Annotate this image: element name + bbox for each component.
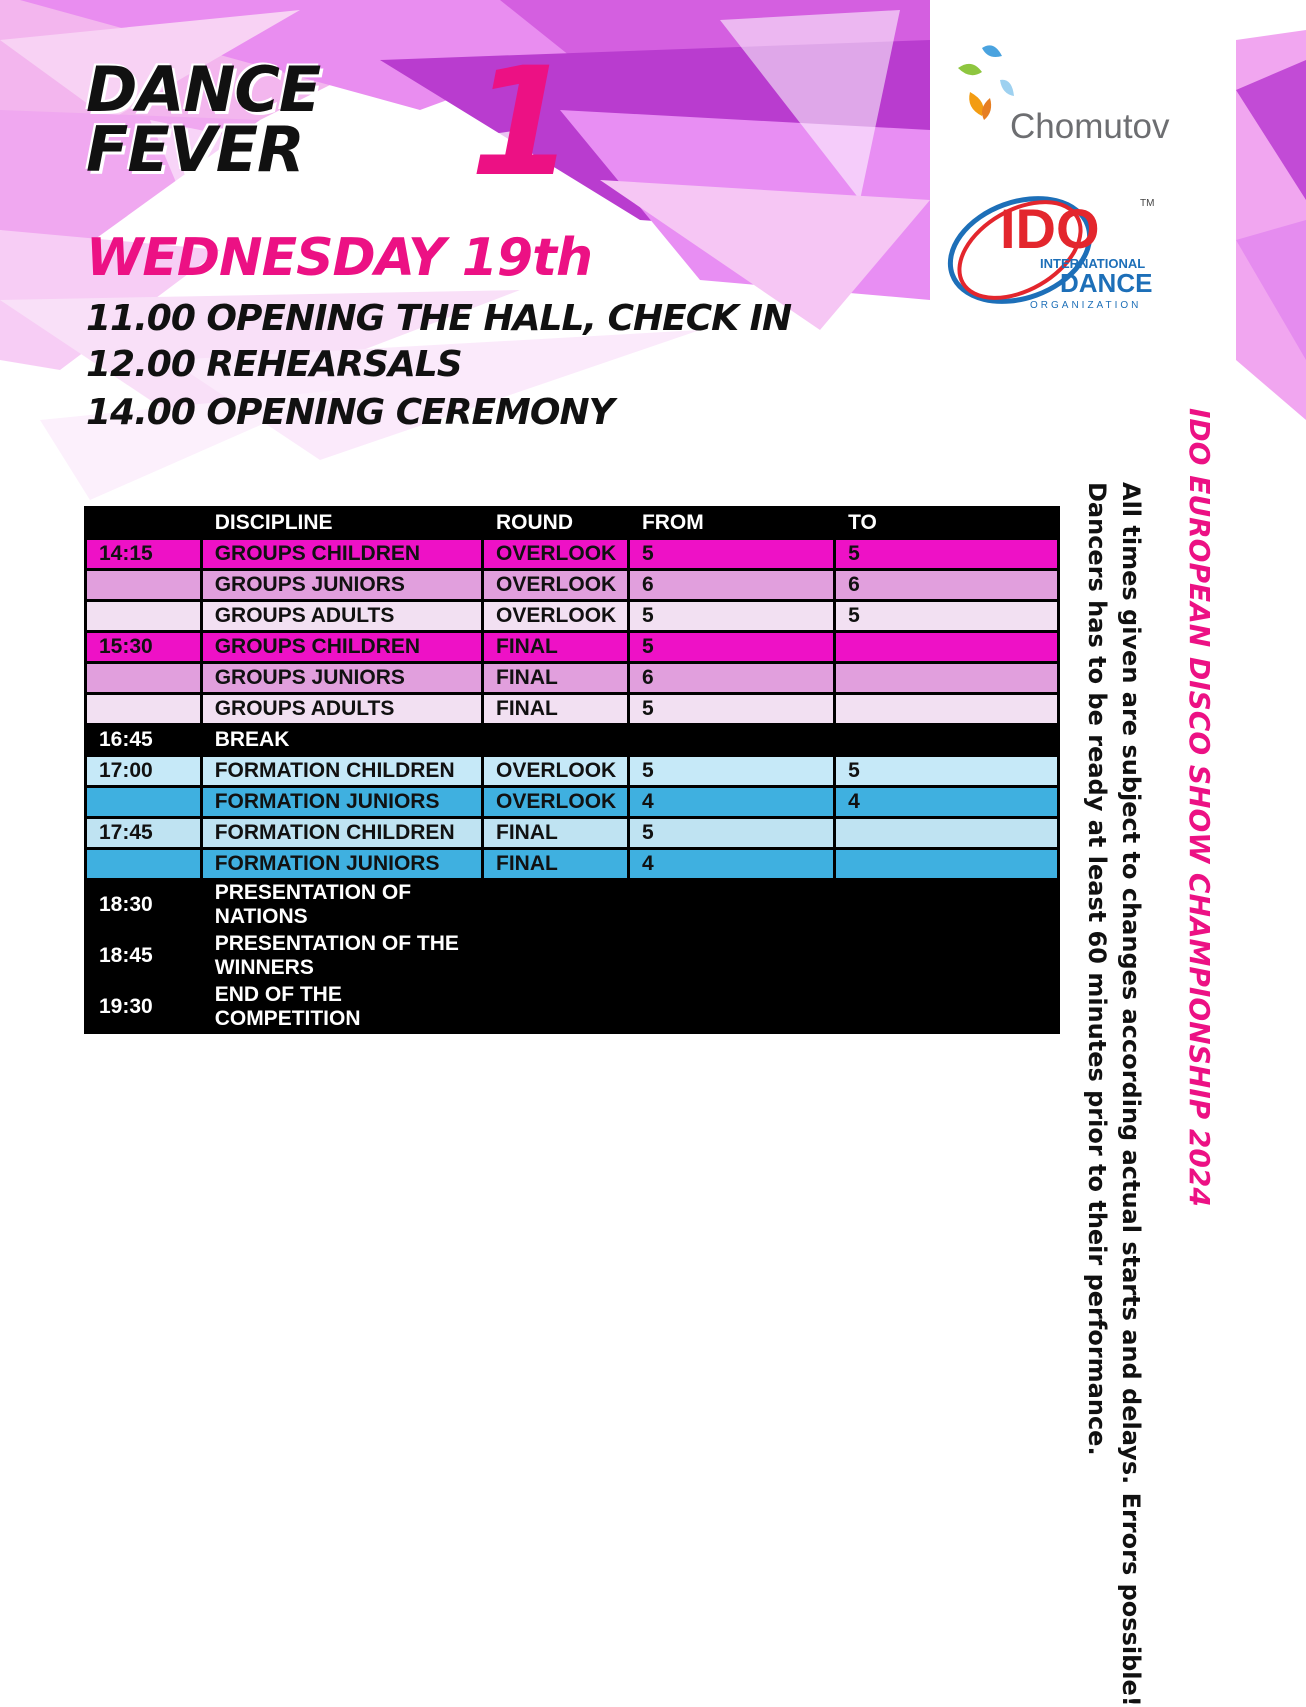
day-title: WEDNESDAY 19th [86,228,592,288]
cell-from [628,880,834,931]
table-row [86,601,1059,632]
chomutov-text: Chomutov [1010,107,1170,146]
ido-line3-text: ORGANIZATION [1030,300,1142,311]
cell-round: FINAL [483,663,629,694]
disclaimer-line-1: All times given are subject to changes according actual starts and delays. Errors possible! [1117,482,1145,1707]
cell-discipline: END OF THE COMPETITION [201,982,482,1033]
brand-line1: DANCE [86,53,321,126]
table-row [86,756,1059,787]
table-row [86,931,1059,982]
cell-discipline: GROUPS CHILDREN [201,539,482,570]
cell-discipline: GROUPS ADULTS [201,601,482,632]
table-header-row [86,508,1059,539]
cell-time [86,694,202,725]
cell-discipline: GROUPS JUNIORS [201,663,482,694]
cell-to [835,880,1059,931]
header-time [86,508,202,539]
cell-from: 5 [628,632,834,663]
cell-time: 14:15 [86,539,202,570]
header-from: FROM [628,508,834,539]
cell-time [86,570,202,601]
schedule-line-3: 14.00 OPENING CEREMONY [86,392,614,433]
table-row [86,982,1059,1033]
program-table [84,506,1060,1034]
cell-discipline: PRESENTATION OF NATIONS [201,880,482,931]
cell-round [483,880,629,931]
cell-round [483,931,629,982]
cell-from: 5 [628,756,834,787]
cell-to [835,663,1059,694]
cell-to: 4 [835,787,1059,818]
cell-to [835,818,1059,849]
cell-discipline: FORMATION JUNIORS [201,849,482,880]
cell-to [835,982,1059,1033]
ido-tm-text: TM [1140,198,1155,209]
header-to: TO [835,508,1059,539]
cell-to [835,725,1059,756]
cell-round: FINAL [483,818,629,849]
cell-from: 5 [628,694,834,725]
cell-round: OVERLOOK [483,756,629,787]
cell-round: FINAL [483,694,629,725]
cell-to [835,931,1059,982]
cell-time: 18:30 [86,880,202,931]
table-row [86,694,1059,725]
cell-to: 6 [835,570,1059,601]
ido-line1-text: INTERNATIONAL [1040,256,1146,271]
brand-number: 1 [470,36,575,210]
table-row [86,539,1059,570]
cell-to [835,694,1059,725]
cell-discipline: FORMATION JUNIORS [201,787,482,818]
cell-from: 5 [628,601,834,632]
cell-from [628,982,834,1033]
table-row [86,663,1059,694]
cell-time: 17:00 [86,756,202,787]
schedule-line-1: 11.00 OPENING THE HALL, CHECK IN [86,298,792,339]
header-round: ROUND [483,508,629,539]
cell-from: 6 [628,663,834,694]
cell-from: 4 [628,787,834,818]
schedule-line-2: 12.00 REHEARSALS [86,344,462,385]
cell-discipline: FORMATION CHILDREN [201,756,482,787]
cell-time: 16:45 [86,725,202,756]
cell-round: FINAL [483,632,629,663]
cell-discipline: FORMATION CHILDREN [201,818,482,849]
header-discipline: DISCIPLINE [201,508,482,539]
cell-to [835,632,1059,663]
table-row [86,787,1059,818]
cell-discipline: GROUPS CHILDREN [201,632,482,663]
cell-from: 4 [628,849,834,880]
cell-time [86,601,202,632]
chomutov-logo-icon [930,10,1230,340]
cell-from [628,725,834,756]
table-row [86,818,1059,849]
cell-time: 15:30 [86,632,202,663]
cell-time [86,787,202,818]
cell-from: 6 [628,570,834,601]
table-body [86,539,1059,1033]
cell-time: 17:45 [86,818,202,849]
cell-round [483,982,629,1033]
cell-round: OVERLOOK [483,570,629,601]
cell-to: 5 [835,601,1059,632]
cell-from: 5 [628,539,834,570]
table-row [86,632,1059,663]
cell-to: 5 [835,756,1059,787]
cell-to: 5 [835,539,1059,570]
cell-discipline: GROUPS JUNIORS [201,570,482,601]
cell-discipline: BREAK [201,725,482,756]
disclaimer-line-2: Dancers has to be ready at least 60 minutes prior to their performance. [1083,482,1111,1456]
cell-discipline: GROUPS ADULTS [201,694,482,725]
dance-fever-logo [86,53,321,186]
ido-line2-text: DANCE [1060,268,1153,298]
cell-round: FINAL [483,849,629,880]
cell-time: 18:45 [86,931,202,982]
cell-round: OVERLOOK [483,601,629,632]
championship-title: IDO EUROPEAN DISCO SHOW CHAMPIONSHIP 2024 [1183,408,1216,1207]
cell-to [835,849,1059,880]
table-row [86,570,1059,601]
cell-time [86,663,202,694]
cell-from: 5 [628,818,834,849]
ido-main-text: IDO [1000,197,1100,260]
cell-round [483,725,629,756]
table-row [86,725,1059,756]
cell-time [86,849,202,880]
cell-from [628,931,834,982]
brand-line2: FEVER [86,113,304,186]
sponsor-logo-panel [930,10,1236,346]
table-row [86,849,1059,880]
cell-round: OVERLOOK [483,539,629,570]
cell-round: OVERLOOK [483,787,629,818]
cell-discipline: PRESENTATION OF THE WINNERS [201,931,482,982]
cell-time: 19:30 [86,982,202,1033]
table-row [86,880,1059,931]
